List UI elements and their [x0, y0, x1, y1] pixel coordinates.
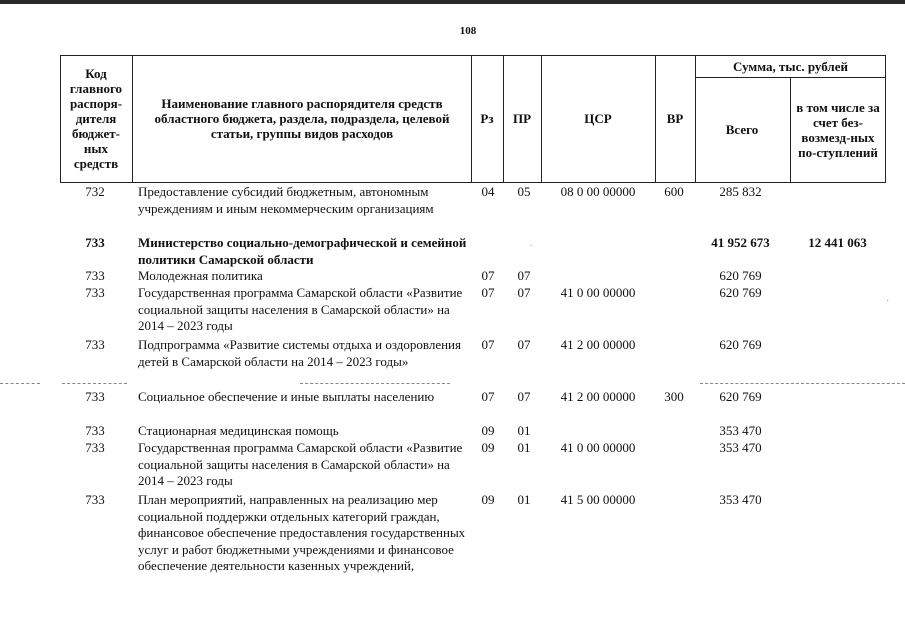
- cell-name: Предоставление субсидий бюджетным, автономным учреждениям и иным некоммерческим организациям: [138, 184, 434, 216]
- cell-name: Стационарная медицинская помощь: [138, 423, 339, 438]
- cell-csr: 08 0 00 00000: [560, 184, 636, 199]
- cell-total: 620 769: [719, 268, 762, 283]
- cell-including: 12 441 063: [808, 235, 867, 250]
- page-number: 108: [459, 25, 477, 37]
- col-line-5: [655, 55, 656, 183]
- cell-vr: 300: [664, 389, 684, 404]
- header-code: Код главного распоря-дителя бюджет-ных средств: [69, 66, 123, 171]
- header-total: Всего: [725, 122, 759, 137]
- header-pr: ПР: [512, 111, 532, 126]
- cell-name: План мероприятий, направленных на реализацию мер социальной поддержки отдельных категорий граждан, финансовое обеспечение предоставления государственных услуг и работ бюджетными учреждениями и финансовое обеспечение деятельности казенных учреждений,: [138, 492, 466, 573]
- col-line-3: [503, 55, 504, 183]
- scan-fold-line: [700, 383, 905, 385]
- cell-total: 620 769: [719, 285, 762, 300]
- cell-pr: 01: [517, 440, 531, 455]
- cell-pr: 07: [517, 268, 531, 283]
- scan-fold-line: [0, 383, 40, 385]
- header-vr: ВР: [666, 111, 684, 126]
- cell-name: Государственная программа Самарской области «Развитие социальной защиты населения в Самарской области» на 2014 – 2023 годы: [138, 440, 463, 488]
- cell-code: 733: [85, 389, 105, 404]
- cell-rz: 04: [481, 184, 495, 199]
- header-sum-group: Сумма, тыс. рублей: [733, 58, 848, 74]
- header-rz: Рз: [480, 111, 494, 126]
- cell-code: 733: [85, 492, 105, 507]
- cell-csr: 41 5 00 00000: [560, 492, 636, 507]
- header-including: в том числе за счет без-возмезд-ных по-ступлений: [796, 99, 880, 160]
- cell-rz: 07: [481, 285, 495, 300]
- cell-code: 733: [85, 285, 105, 300]
- cell-code: 733: [85, 423, 105, 438]
- cell-code: 733: [85, 337, 105, 352]
- cell-code: 733: [85, 235, 105, 250]
- cell-csr: 41 0 00 00000: [560, 285, 636, 300]
- cell-code: 732: [85, 184, 105, 199]
- cell-total: 353 470: [719, 492, 762, 507]
- cell-csr: 41 2 00 00000: [560, 337, 636, 352]
- cell-total: 41 952 673: [711, 235, 770, 250]
- cell-pr: 07: [517, 337, 531, 352]
- cell-pr: 01: [517, 492, 531, 507]
- cell-rz: 09: [481, 423, 495, 438]
- cell-pr: 05: [517, 184, 531, 199]
- scan-fold-line: [62, 383, 127, 385]
- scan-speck: .: [530, 238, 533, 249]
- cell-rz: 09: [481, 492, 495, 507]
- cell-csr: 41 0 00 00000: [560, 440, 636, 455]
- col-line-6: [695, 55, 696, 183]
- header-csr: ЦСР: [584, 111, 612, 126]
- header-name: Наименование главного распорядителя средств областного бюджета, раздела, подраздела, целевой статьи, группы видов расходов: [154, 96, 450, 141]
- scan-fold-line: [300, 383, 450, 385]
- cell-total: 620 769: [719, 389, 762, 404]
- cell-pr: 01: [517, 423, 531, 438]
- cell-rz: 07: [481, 337, 495, 352]
- col-line-8: [885, 55, 886, 183]
- cell-rz: 07: [481, 268, 495, 283]
- col-line-2: [471, 55, 472, 183]
- col-line-7: [790, 77, 791, 183]
- cell-pr: 07: [517, 389, 531, 404]
- cell-code: 733: [85, 268, 105, 283]
- cell-rz: 07: [481, 389, 495, 404]
- cell-name: Государственная программа Самарской области «Развитие социальной защиты населения в Самарской области» на 2014 – 2023 годы: [138, 285, 463, 333]
- cell-rz: 09: [481, 440, 495, 455]
- cell-total: 353 470: [719, 423, 762, 438]
- col-line-1: [132, 55, 133, 183]
- cell-name: Социальное обеспечение и иные выплаты населению: [138, 389, 435, 404]
- scan-top-edge: [0, 0, 905, 4]
- cell-total: 285 832: [719, 184, 762, 199]
- col-line-4: [541, 55, 542, 183]
- cell-total: 620 769: [719, 337, 762, 352]
- cell-name: Министерство социально-демографической и семейной политики Самарской области: [138, 235, 467, 267]
- cell-name: Подпрограмма «Развитие системы отдыха и оздоровления детей в Самарской области на 2014 – 2023 годы»: [138, 337, 461, 369]
- col-line-0: [60, 55, 61, 183]
- cell-total: 353 470: [719, 440, 762, 455]
- scan-speck: ·: [886, 296, 890, 307]
- header-top-line: [60, 55, 886, 56]
- cell-pr: 07: [517, 285, 531, 300]
- cell-code: 733: [85, 440, 105, 455]
- cell-csr: 41 2 00 00000: [560, 389, 636, 404]
- cell-vr: 600: [664, 184, 684, 199]
- header-bottom-line: [60, 182, 886, 183]
- cell-name: Молодежная политика: [138, 268, 263, 283]
